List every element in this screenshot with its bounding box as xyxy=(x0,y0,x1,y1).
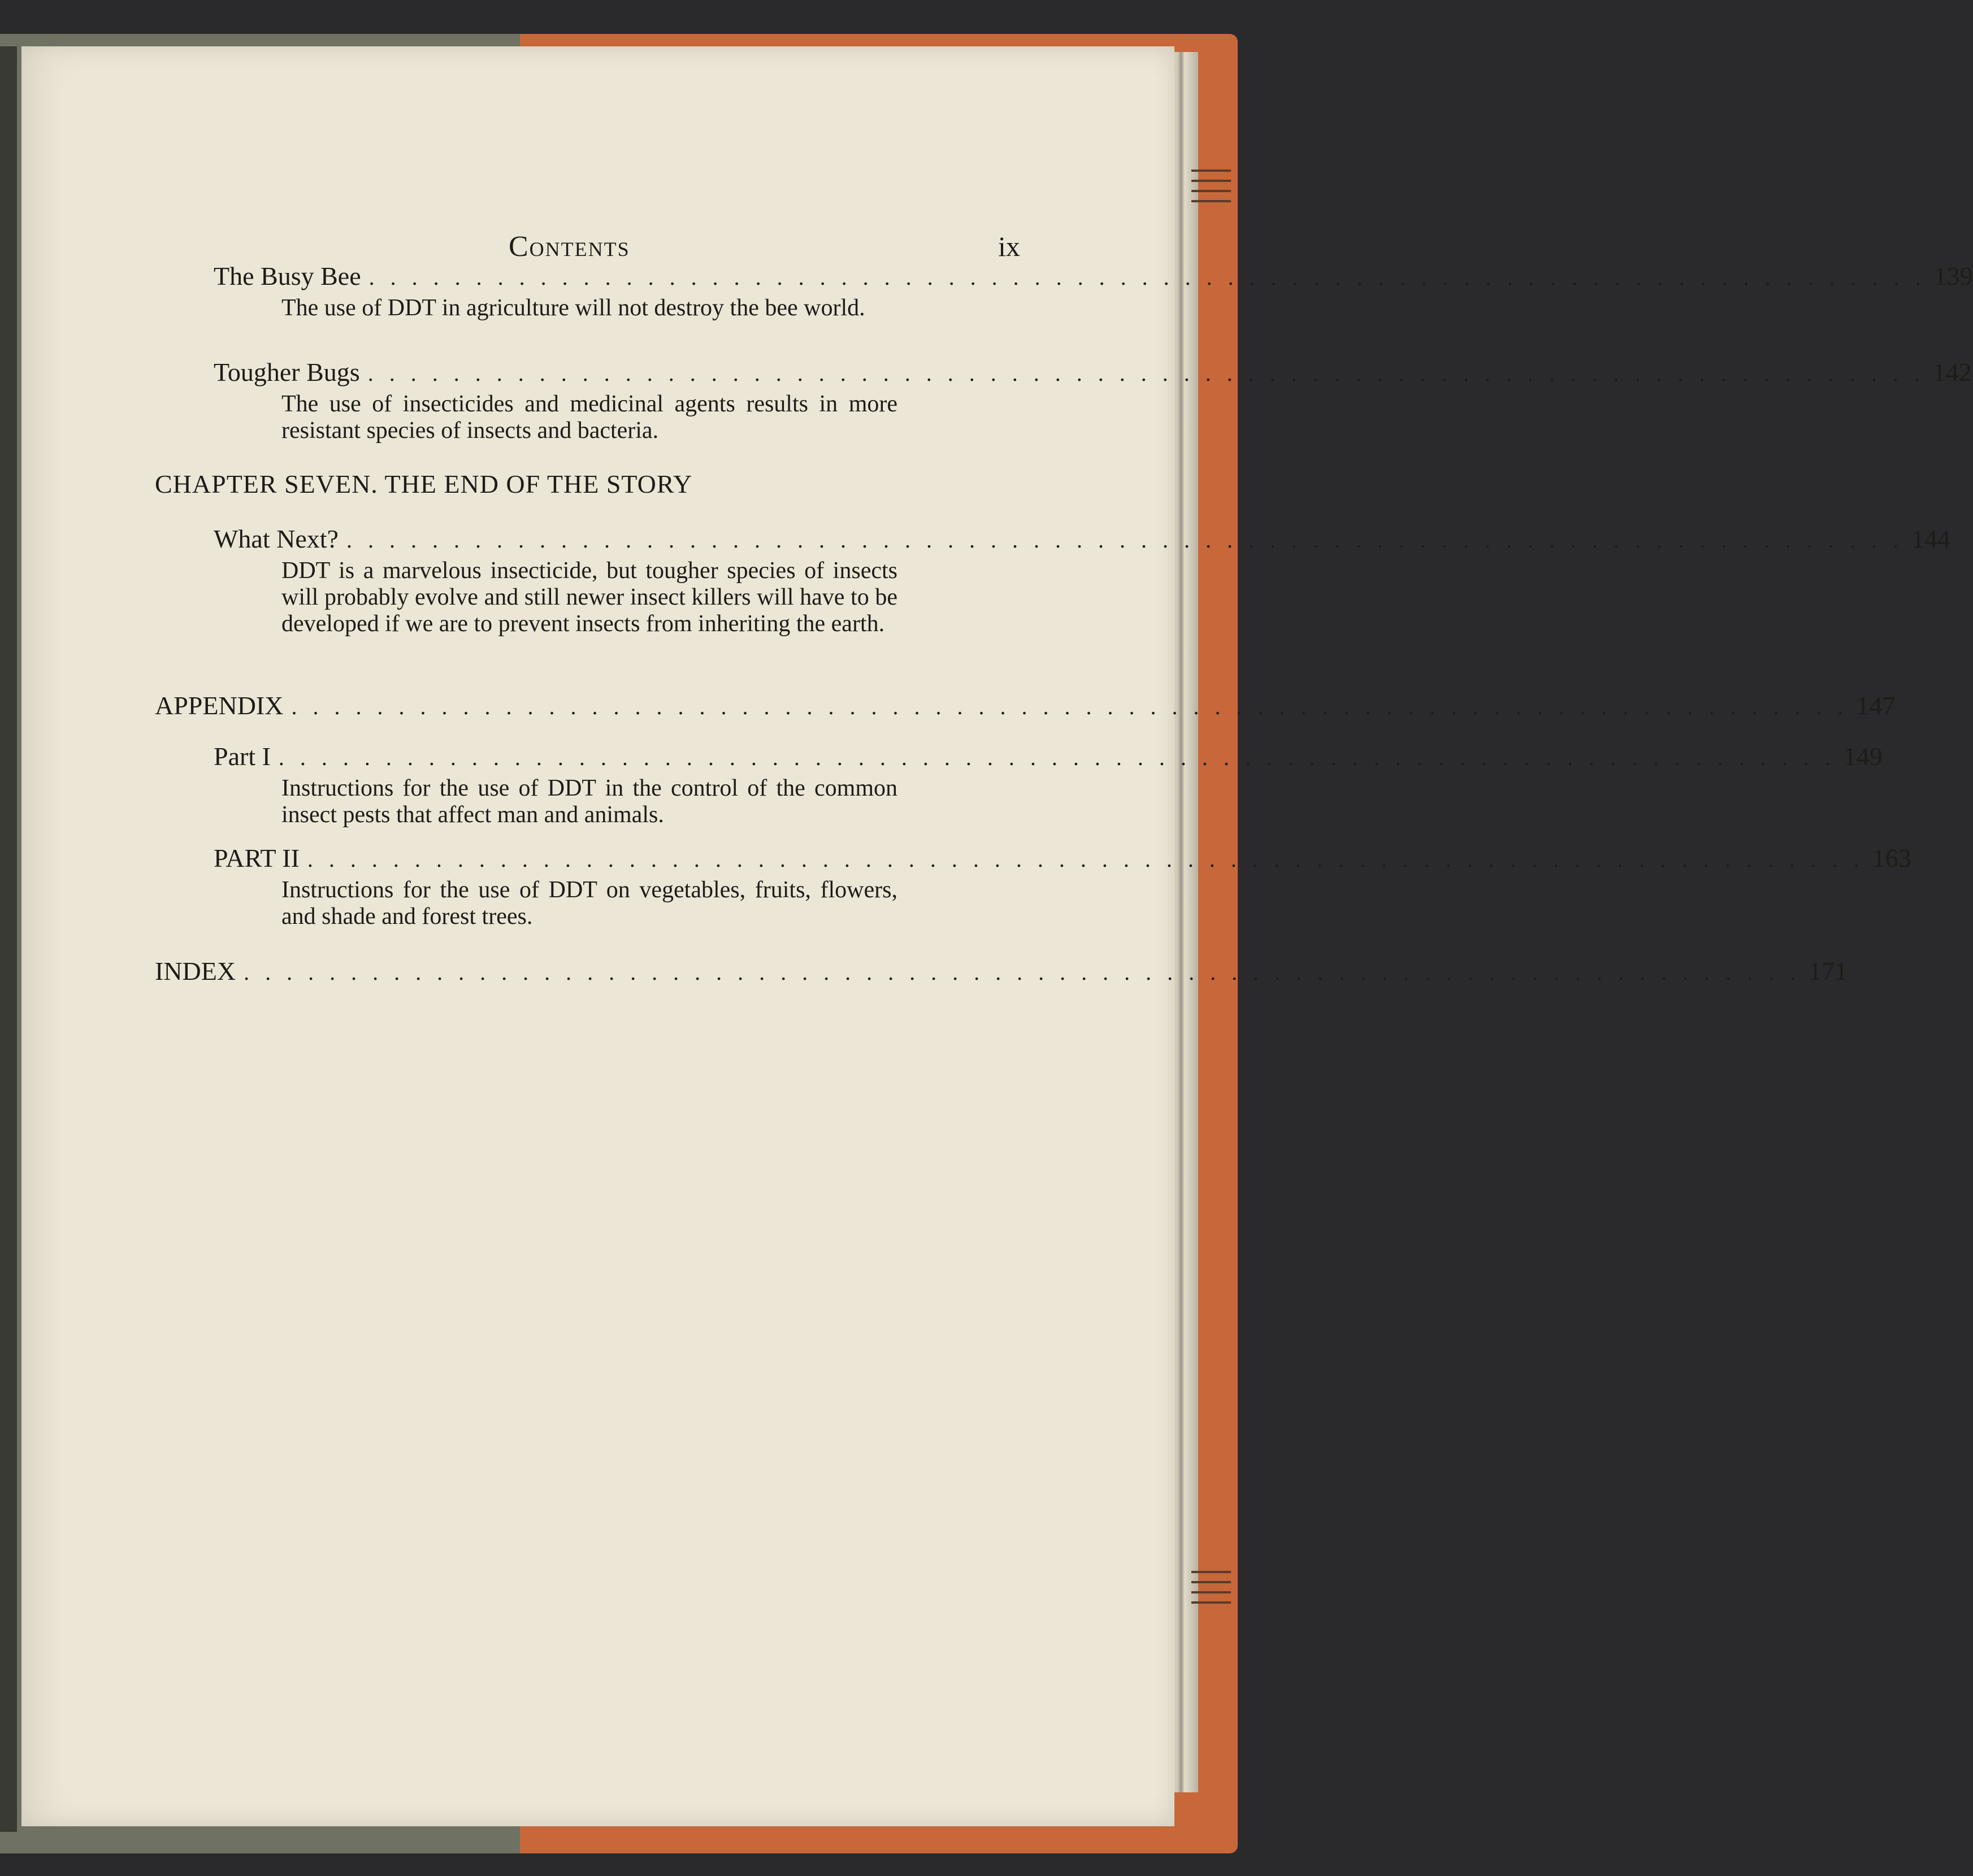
toc-entry-appendix[interactable] xyxy=(155,691,1896,724)
page-number: ix xyxy=(998,231,1020,262)
edge-mark xyxy=(1191,1601,1231,1604)
edge-mark xyxy=(1191,1591,1231,1593)
toc-entry-description: The use of DDT in agriculture will not destroy the bee world. xyxy=(281,295,865,321)
toc-entry-page: 139 xyxy=(1933,262,1973,290)
toc-entry-description: The use of insecticides and medicinal agents results in more resistant species of insects and bacteria. xyxy=(281,391,897,444)
toc-entry-page: 149 xyxy=(1843,742,1883,771)
book-page xyxy=(21,46,1973,1826)
dot-leader: . . . . . . . . . . . . . . . . . . . . . . . . . . . . . . . . . . . . . . . . . . . . . . . . . . . . . . . . . . . . . . . . . . . . . . . . . xyxy=(291,694,1849,719)
dot-leader: . . . . . . . . . . . . . . . . . . . . . . . . . . . . . . . . . . . . . . . . . . . . . . . . . . . . . . . . . . . . . . . . . . . . . . . . . xyxy=(346,527,1903,553)
toc-entry-title: Part I xyxy=(214,742,271,771)
toc-entry[interactable] xyxy=(214,843,1911,877)
toc-entry-description: Instructions for the use of DDT on vegetables, fruits, flowers, and shade and forest trees. xyxy=(281,877,897,930)
edge-mark xyxy=(1191,200,1231,202)
toc-entry-page: 147 xyxy=(1856,691,1896,720)
toc-entry-description: Instructions for the use of DDT in the control of the common insect pests that affect man and animals. xyxy=(281,775,897,828)
toc-entry-page: 144 xyxy=(1911,524,1950,553)
page-title: Contents xyxy=(509,231,630,263)
toc-entry[interactable] xyxy=(214,261,1973,295)
chapter-heading[interactable]: CHAPTER SEVEN. THE END OF THE STORY xyxy=(155,470,693,498)
toc-entry-title: APPENDIX xyxy=(155,691,284,720)
toc-entry[interactable] xyxy=(214,524,1950,558)
toc-entry-page: 171 xyxy=(1809,957,1848,985)
dot-leader: . . . . . . . . . . . . . . . . . . . . . . . . . . . . . . . . . . . . . . . . . . . . . . . . . . . . . . . . . . . . . . . . . . . . . . . . . xyxy=(307,846,1864,872)
toc-entry-page: 142 xyxy=(1932,358,1972,387)
toc-entry-page: 163 xyxy=(1872,844,1911,872)
toc-entry-title: Tougher Bugs xyxy=(214,358,360,387)
toc-entry-title: INDEX xyxy=(155,957,236,985)
toc-entry[interactable] xyxy=(214,741,1883,775)
toc-entry-title: PART II xyxy=(214,844,300,872)
edge-mark xyxy=(1191,170,1231,172)
dot-leader: . . . . . . . . . . . . . . . . . . . . . . . . . . . . . . . . . . . . . . . . . . . . . . . . . . . . . . . . . . . . . . . . . . . . . . . . . xyxy=(278,745,1836,770)
toc-entry-description: DDT is a marvelous insecticide, but tougher species of insects will probably evolve and still newer insect killers will have to be developed if we are to prevent insects from inheriting the earth. xyxy=(281,558,897,637)
edge-mark xyxy=(1191,180,1231,182)
dot-leader: . . . . . . . . . . . . . . . . . . . . . . . . . . . . . . . . . . . . . . . . . . . . . . . . . . . . . . . . . . . . . . . . . . . . . . . . . xyxy=(244,959,1801,985)
toc-entry-index[interactable] xyxy=(155,956,1848,990)
toc-entry-title: The Busy Bee xyxy=(214,262,361,290)
edge-mark xyxy=(1191,190,1231,192)
spine-binding xyxy=(0,46,17,1832)
edge-mark xyxy=(1191,1571,1231,1573)
toc-entry[interactable] xyxy=(214,357,1972,391)
dot-leader: . . . . . . . . . . . . . . . . . . . . . . . . . . . . . . . . . . . . . . . . . . . . . . . . . . . . . . . . . . . . . . . . . . . . . . . . . xyxy=(368,264,1926,290)
toc-entry-title: What Next? xyxy=(214,524,339,553)
dot-leader: . . . . . . . . . . . . . . . . . . . . . . . . . . . . . . . . . . . . . . . . . . . . . . . . . . . . . . . . . . . . . . . . . . . . . . . . . xyxy=(367,361,1925,386)
edge-mark xyxy=(1191,1581,1231,1583)
running-head xyxy=(21,185,1174,263)
